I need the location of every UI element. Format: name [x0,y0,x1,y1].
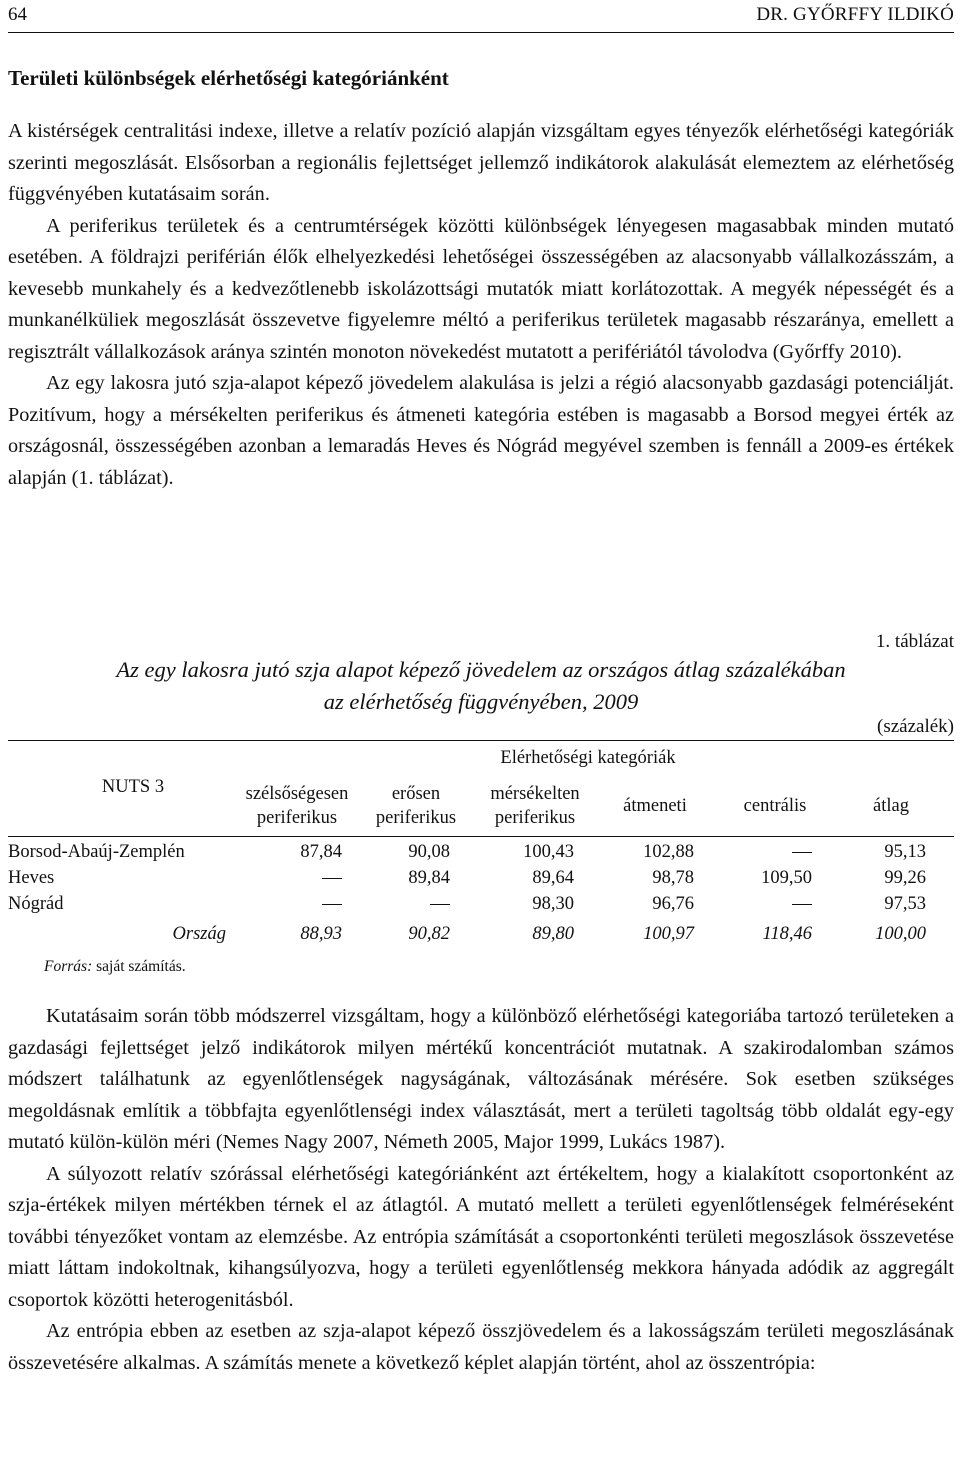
dash-mark [792,904,812,905]
table-cell: 90,08 [408,842,450,862]
table-cell: 99,26 [884,868,926,888]
paragraph: Az entrópia ebben az esetben az szja-alapot képező összjövedelem és a lakosságszám területi megoszlásának összevetésére alkalmas. A számítás menete a következő képlet alapján történt, ahol az összentrópia: [8,1320,954,1374]
table-cell: 89,64 [532,868,574,888]
column-header: mérsékelten periferikus [490,784,580,828]
table-source: Forrás: saját számítás. [44,958,186,975]
dash-mark [792,852,812,853]
table-cell: 102,88 [643,842,694,862]
table-cell: 109,50 [761,868,812,888]
table-cell: 98,30 [532,894,574,914]
row-label: Heves [8,868,55,888]
body-text-after-table [8,1001,954,1379]
header-rule [8,32,954,33]
table-cell: 87,84 [300,842,342,862]
table-cell: 100,00 [875,924,926,944]
table-title [8,654,954,718]
table-cell: 118,46 [762,924,812,944]
dash-mark [322,904,342,905]
paragraph: Az egy lakosra jutó szja-alapot képező jövedelem alakulása is jelzi a régió alacsonyabb gazdasági potenciálját. Pozitívum, hogy a mérsékelten periferikus és átmeneti kategória estében is magasabb a Borsod megyei érték az országosnál, összességében azonban a lemaradás Heves és Nógrád megyével szemben is fennáll a 2009-es értékek alapján (1. táblázat). [8,372,954,489]
table-cell: 90,82 [408,924,450,944]
table-cell [360,892,450,916]
column-header: centrális [743,796,807,816]
table-top-rule [8,740,954,741]
paragraph: A kistérségek centralitási indexe, illetve a relatív pozíció alapján vizsgáltam egyes tényezők elérhetőségi kategóriák szerinti megoszlását. Elsősorban a regionális fejlettséget jellemző indikátorok alakulását elemeztem az elérhetőség függvényében kutatásaim során. [8,120,954,205]
column-header: szélsőségesen periferikus [245,784,349,828]
table-cell: 100,97 [643,924,694,944]
table-cell: 96,76 [652,894,694,914]
column-header: átmeneti [623,796,687,816]
dash-mark [430,904,450,905]
table-cell: 100,43 [523,842,574,862]
table-cell: 98,78 [652,868,694,888]
table-cell [720,892,812,916]
column-header: átlag [873,796,909,816]
page-number: 64 [8,4,27,25]
table-cell: 97,53 [884,894,926,914]
section-title: Területi különbségek elérhetőségi kategóriánként [8,66,449,90]
table-cell: 88,93 [300,924,342,944]
table-cell [236,892,342,916]
table-unit: (százalék) [877,716,954,737]
paragraph: A periferikus területek és a centrumtérségek közötti különbségek lényegesen magasabbak minden mutató esetében. A földrajzi periférián élők elhelyezkedési lehetőségei összességében az alacsonyabb vállalkozásszám, a kevesebb munkahely és a kedvezőtlenebb iskolázottsági mutatók miatt korlátozottak. A megyék népességét és a munkanélküliek megoszlását összevetve figyelemre méltó a periferikus területek magasabb részaránya, emellett a regisztrált vállalkozások aránya szintén monoton növekedést mutatott a perifériától távolodva (Győrffy 2010). [8,214,954,363]
table-cell [236,866,342,890]
stub-header: NUTS 3 [101,777,165,797]
group-header: Elérhetőségi kategóriák [500,748,676,768]
table-cell [720,840,812,864]
total-row-label: Ország [172,924,226,944]
running-header [8,4,954,30]
column-header: erősen periferikus [375,784,457,828]
table-cell: 95,13 [884,842,926,862]
row-label: Borsod-Abaúj-Zemplén [8,842,185,862]
dash-mark [322,878,342,879]
table-header-rule [8,836,954,837]
paragraph: A súlyozott relatív szórással elérhetőségi kategóriánként azt értékeltem, hogy a kialakított csoportonként az szja-értékek milyen mértékben térnek el az átlagtól. A mutató mellett a területi egyenlőtlenségek felméréseként további tényezőket vontam az elemzésbe. Az entrópia számítását a csoportonkénti területi megoszlások összevetése miatt láttam indokoltnak, kihangsúlyozva, hogy a területi egyenlőtlenség mekkora hányada adódik az aggregált csoportok közötti heterogenitásból. [8,1162,954,1311]
paragraph: Kutatásaim során több módszerrel vizsgáltam, hogy a különböző elérhetőségi kategoriába tartozó területeken a gazdasági fejlettséget jelző indikátorok milyen mértékű koncentrációt mutatnak. A szakirodalomban számos módszert találhatunk az egyenlőtlenségek nagyságának, változásának mérésére. Sok esetben szükséges megoldásnak említik a többfajta egyenlőtlenségi index választását, mert a területi tagoltság több oldalát egy-egy mutató külön-külön méri (Nemes Nagy 2007, Németh 2005, Major 1999, Lukács 1987). [8,1005,954,1153]
running-author: DR. GYŐRFFY ILDIKÓ [756,4,954,25]
table-number: 1. táblázat [875,631,954,652]
table-title-line: az elérhetőség függvényében, 2009 [323,689,639,714]
table-cell: 89,84 [408,868,450,888]
row-label: Nógrád [8,894,64,914]
table-cell: 89,80 [532,924,574,944]
body-text-before-table [8,116,954,494]
table-title-line: Az egy lakosra jutó szja alapot képező jövedelem az országos átlag százalékában [116,657,846,682]
